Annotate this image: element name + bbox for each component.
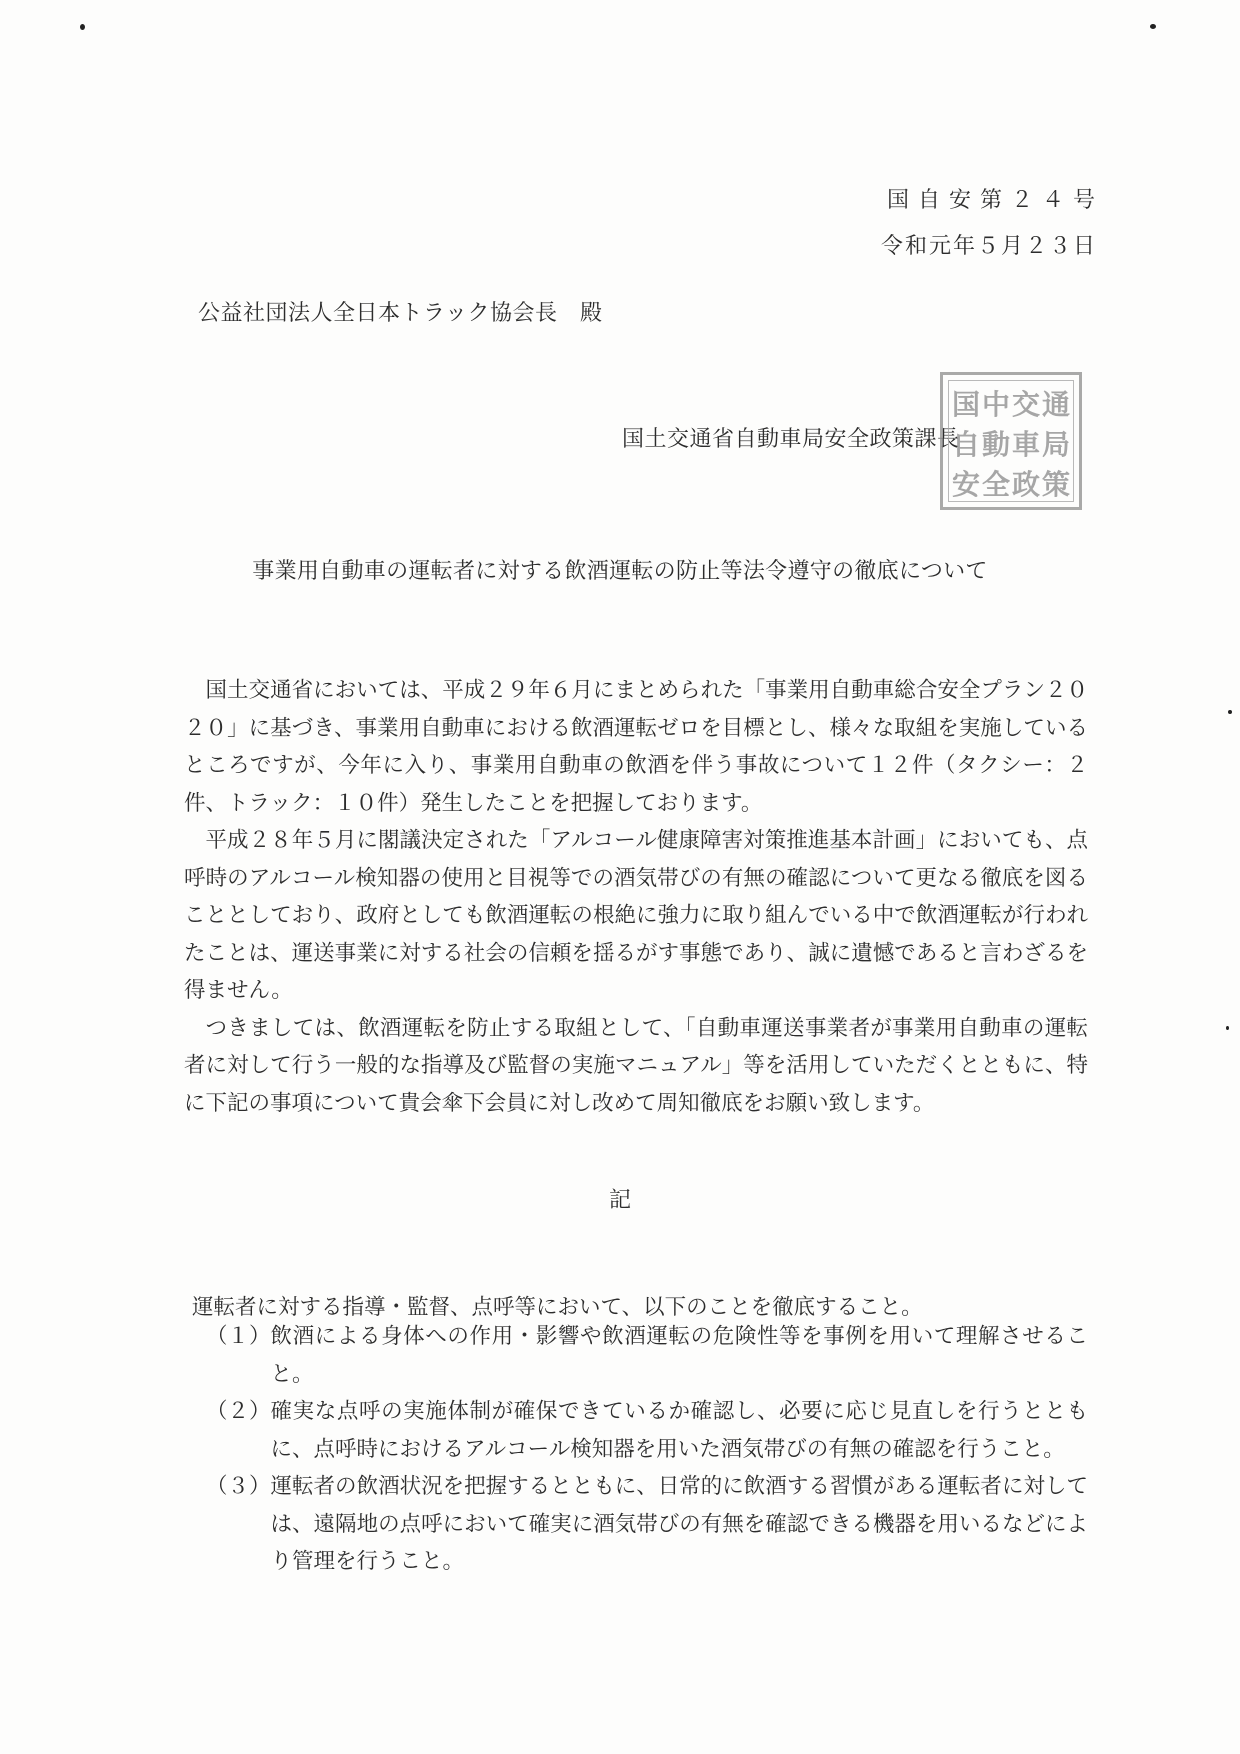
seal-char: 策 xyxy=(1041,468,1070,501)
seal-char: 国 xyxy=(951,388,980,421)
seal-char: 車 xyxy=(1011,428,1040,461)
seal-characters xyxy=(951,383,1071,499)
seal-char: 動 xyxy=(981,428,1010,461)
seal-char: 通 xyxy=(1041,388,1070,421)
body-paragraph: つきましては、飲酒運転を防止する取組として、「自動車運送事業者が事業用自動車の運転者に対して行う一般的な指導及び監督の実施マニュアル」等を活用していただくとともに、特に下記の事項について貴会傘下会員に対し改めて周知徹底をお願い致します。 xyxy=(184,1015,1088,1116)
notes-intro: 運転者に対する指導・監督、点呼等において、以下のことを徹底すること。 xyxy=(192,1295,923,1320)
reference-block xyxy=(880,178,1104,270)
ki-heading: 記 xyxy=(608,1188,631,1213)
addressee: 公益社団法人全日本トラック協会長 殿 xyxy=(198,301,603,326)
item-text: 確実な点呼の実施体制が確保できているか確認し、必要に応じ見直しを行うとともに、点呼時におけるアルコール検知器を用いた酒気帯びの有無の確認を行うこと。 xyxy=(270,1399,1088,1462)
scan-speck xyxy=(1226,1026,1229,1030)
scan-speck xyxy=(1150,24,1156,29)
seal-char: 安 xyxy=(951,468,980,501)
document-title: 事業用自動車の運転者に対する飲酒運転の防止等法令遵守の徹底について xyxy=(252,559,988,584)
item-number: （２） xyxy=(206,1399,271,1424)
body-paragraph: 平成２８年５月に閣議決定された「アルコール健康障害対策推進基本計画」においても、点呼時のアルコール検知器の使用と目視等での酒気帯びの有無の確認について更なる徹底を図ることとしており、政府としても飲酒運転の根絶に強力に取り組んでいる中で飲酒運転が行われたことは、運送事業に対する社会の信頼を揺るがす事態であり、誠に遺憾であると言わざるを得ません。 xyxy=(184,828,1088,1003)
body-text xyxy=(184,672,1088,1122)
list-item xyxy=(206,1468,1088,1581)
notes-list xyxy=(206,1318,1088,1581)
seal-char: 中 xyxy=(981,388,1010,421)
sender: 国土交通省自動車局安全政策課長 xyxy=(622,427,960,452)
scan-speck xyxy=(80,24,85,30)
item-text: 運転者の飲酒状況を把握するとともに、日常的に飲酒する習慣がある運転者に対しては、遠隔地の点呼において確実に酒気帯びの有無を確認できる機器を用いるなどにより管理を行うこと。 xyxy=(270,1474,1088,1574)
issue-date: 令和元年５月２３日 xyxy=(880,234,1097,259)
seal-char: 自 xyxy=(951,428,980,461)
official-seal xyxy=(940,372,1082,510)
reference-number: 国自安第２４号 xyxy=(886,188,1104,213)
list-item xyxy=(206,1318,1088,1393)
seal-char: 交 xyxy=(1011,388,1040,421)
scan-speck xyxy=(1228,710,1232,714)
seal-char: 局 xyxy=(1041,428,1070,461)
list-item xyxy=(206,1393,1088,1468)
seal-char: 全 xyxy=(981,468,1010,501)
item-number: （３） xyxy=(206,1474,271,1499)
item-number: （１） xyxy=(206,1324,271,1349)
seal-char: 政 xyxy=(1011,468,1040,501)
body-paragraph: 国土交通省においては、平成２９年６月にまとめられた「事業用自動車総合安全プラン２０２０」に基づき、事業用自動車における飲酒運転ゼロを目標とし、様々な取組を実施しているところですが、今年に入り、事業用自動車の飲酒を伴う事故について１２件（タクシー：２件、トラック：１０件）発生したことを把握しております。 xyxy=(184,678,1089,816)
item-text: 飲酒による身体への作用・影響や飲酒運転の危険性等を事例を用いて理解させること。 xyxy=(270,1324,1088,1387)
